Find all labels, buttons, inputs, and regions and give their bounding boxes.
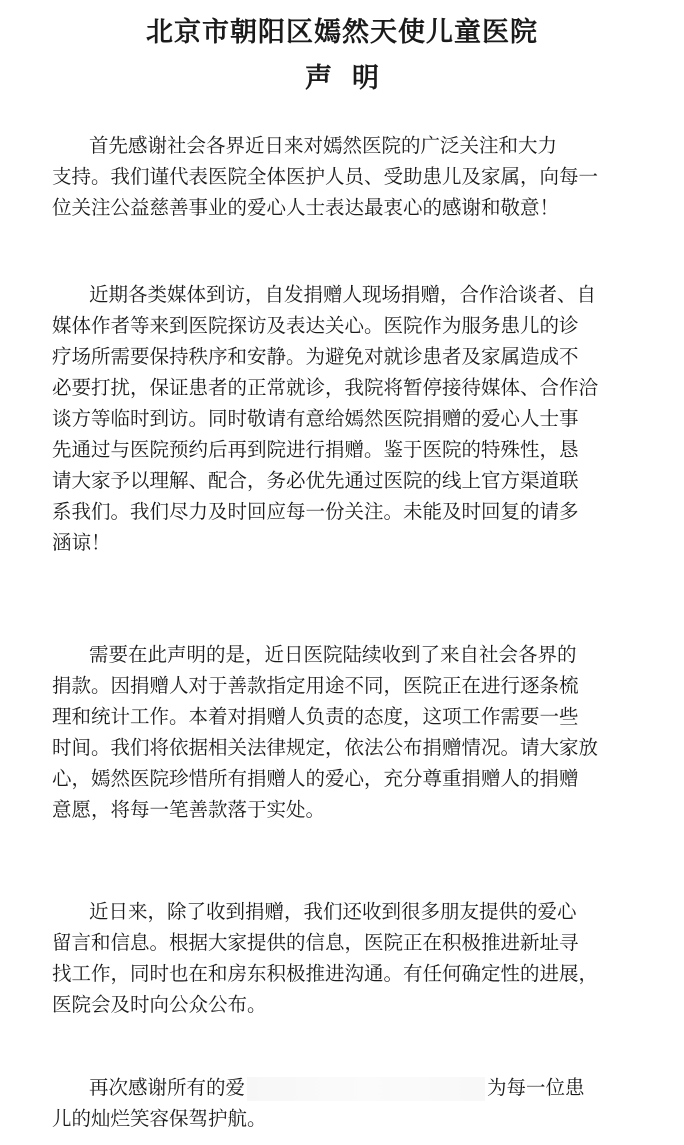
paragraph-line: 媒体作者等来到医院探访及表达关心。医院作为服务患儿的诊 [52, 314, 579, 337]
paragraph-line: 请大家予以理解、配合，务必优先通过医院的线上官方渠道联 [52, 469, 579, 492]
paragraph-line: 近日来，除了收到捐赠，我们还收到很多朋友提供的爱心 [89, 900, 577, 923]
paragraph-line: 必要打扰，保证患者的正常就诊，我院将暂停接待媒体、合作洽 [52, 376, 599, 399]
paragraph-line: 心，嫣然医院珍惜所有捐赠人的爱心，充分尊重捐赠人的捐赠 [52, 767, 579, 790]
paragraph-3 [52, 639, 642, 825]
paragraph-line: 找工作，同时也在和房东积极推进沟通。有任何确定性的进展， [52, 962, 599, 985]
paragraph-line: 近期各类媒体到访，自发捐赠人现场捐赠，合作洽谈者、自 [89, 283, 597, 306]
paragraph-line: 先通过与医院预约后再到院进行捐赠。鉴于医院的特殊性，恳 [52, 438, 579, 461]
paragraph-line: 需要在此声明的是，近日医院陆续收到了来自社会各界的 [89, 643, 577, 666]
document-subtitle: 声明 [305, 63, 399, 94]
paragraph-1 [52, 130, 642, 223]
paragraph-line: 理和统计工作。本着对捐赠人负责的态度，这项工作需要一些 [52, 705, 579, 728]
paragraph-line: 系我们。我们尽力及时回应每一份关注。未能及时回复的请多 [52, 500, 579, 523]
paragraph-5 [52, 1072, 642, 1134]
document-title: 北京市朝阳区嫣然天使儿童医院 [146, 17, 538, 48]
paragraph-line: 涵谅！ [52, 531, 111, 554]
paragraph-4 [52, 896, 642, 1020]
paragraph-line: 儿的灿烂笑容保驾护航。 [52, 1107, 267, 1130]
paragraph-line: 疗场所需要保持秩序和安静。为避免对就诊患者及家属造成不 [52, 345, 579, 368]
paragraph-line: 意愿，将每一笔善款落于实处。 [52, 798, 326, 821]
paragraph-line: 医院会及时向公众公布。 [52, 993, 267, 1016]
paragraph-line: 留言和信息。根据大家提供的信息，医院正在积极推进新址寻 [52, 931, 579, 954]
paragraph-2 [52, 279, 642, 558]
paragraph-line: 位关注公益慈善事业的爱心人士表达最衷心的感谢和敬意！ [52, 196, 560, 219]
blurred-region [247, 1077, 485, 1101]
paragraph-line: 谈方等临时到访。同时敬请有意给嫣然医院捐赠的爱心人士事 [52, 407, 579, 430]
paragraph-line: 首先感谢社会各界近日来对嫣然医院的广泛关注和大力 [89, 134, 558, 157]
paragraph-line-with-redaction [52, 1072, 642, 1103]
paragraph-line-start: 再次感谢所有的爱 [89, 1076, 246, 1099]
paragraph-line-end: 为每一位患 [487, 1076, 585, 1099]
paragraph-line: 捐款。因捐赠人对于善款指定用途不同，医院正在进行逐条梳 [52, 674, 579, 697]
paragraph-line: 支持。我们谨代表医院全体医护人员、受助患儿及家属，向每一 [52, 165, 599, 188]
paragraph-line: 时间。我们将依据相关法律规定，依法公布捐赠情况。请大家放 [52, 736, 599, 759]
